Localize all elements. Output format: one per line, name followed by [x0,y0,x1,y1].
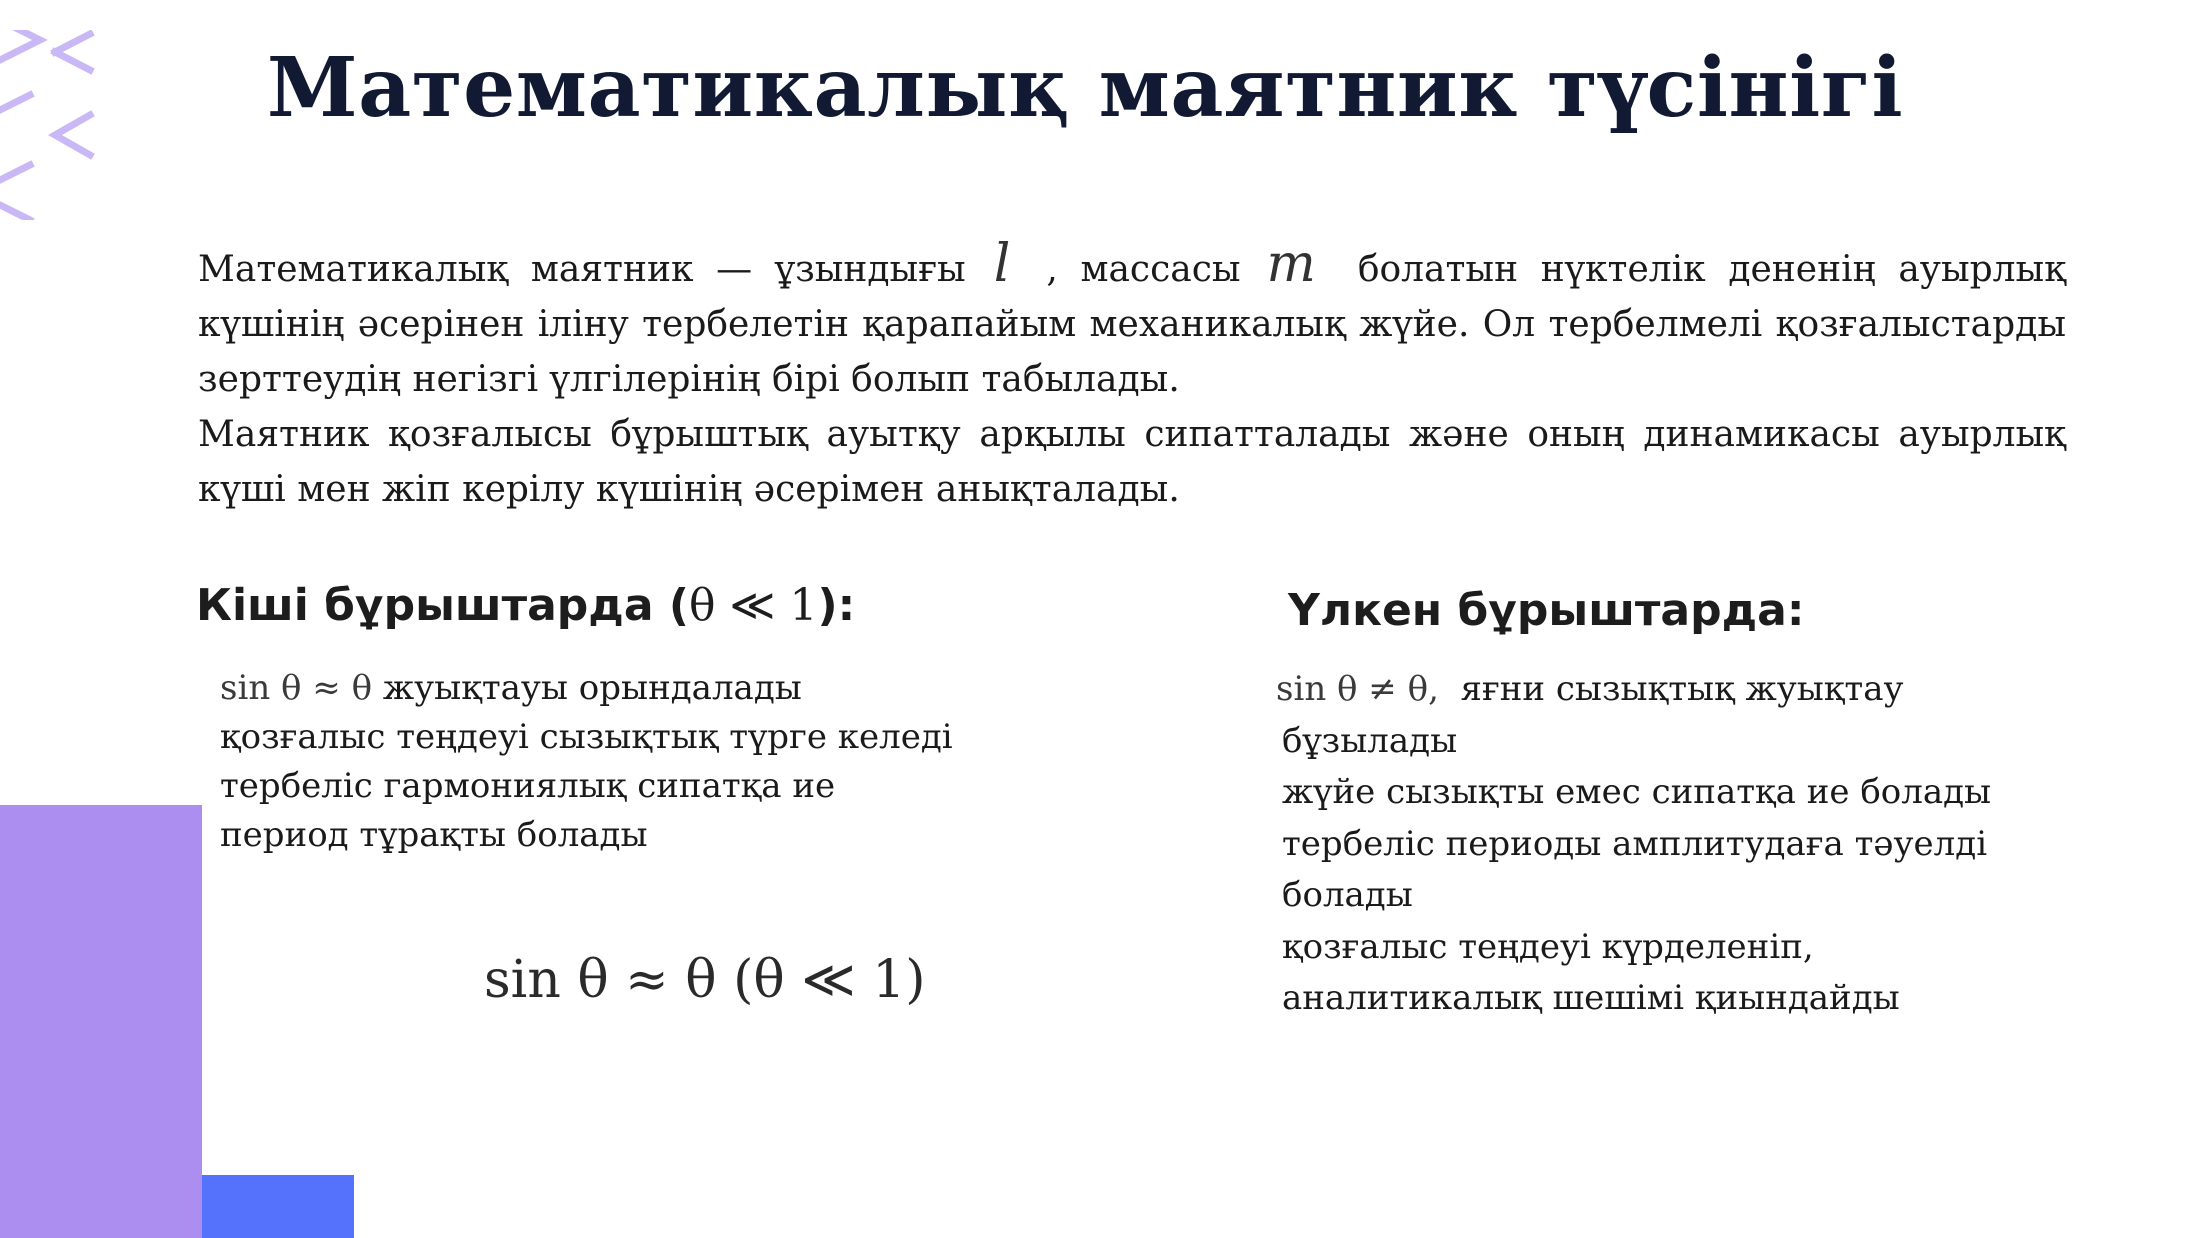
list-item: қозғалыс теңдеуі күрделеніп, [1282,926,1814,967]
large-angles-heading: Үлкен бұрыштарда: [1288,585,1805,636]
small-angles-heading [196,580,855,631]
heading-math: θ ≪ 1 [688,580,818,631]
list-item: болады [1282,875,1413,915]
list-item [220,664,953,713]
purple-decor-block [0,805,202,1238]
list-item [1276,664,1991,716]
blue-decor-block [202,1175,354,1238]
intro-text-part: , массасы [1046,249,1241,290]
heading-text: Кіші бұрыштарда ( [196,580,689,631]
approximation-math: sin θ ≈ θ [220,668,373,708]
list-item: тербеліс гармониялық сипатқа ие [220,766,836,806]
heading-text-end: ): [817,580,856,631]
mass-symbol: m [1266,234,1316,294]
list-item: тербеліс периоды амплитудаға тәуелді [1282,823,1988,864]
small-angles-list [220,664,953,860]
intro-paragraph-1 [198,234,2067,407]
intro-text-part: болатын нүктелік дененің ауырлық күшінің әсерінен іліну тербелетін қарапайым механикалық жүйе. Ол тербелмелі қозғалыстарды зерттеудің негізгі үлгілерінің бірі болып табылады. [198,249,2067,400]
large-angles-list [1276,664,1991,1025]
intro-text [198,234,2067,517]
list-item: период тұрақты болады [220,815,648,855]
inequality-math: sin θ ≠ θ, [1276,669,1439,709]
list-item: қозғалыс теңдеуі сызықтық түрге келеді [220,717,953,757]
small-angle-formula: sin θ ≈ θ (θ ≪ 1) [484,950,926,1010]
list-item-text: жуықтауы орындалады [382,668,802,708]
list-item: жүйе сызықты емес сипатқа ие болады [1282,772,1992,812]
intro-text-part: Математикалық маятник — ұзындығы [198,249,966,290]
length-symbol: l [993,234,1011,294]
list-item: бұзылады [1282,720,1458,761]
list-item: аналитикалық шешімі қиындайды [1282,978,1900,1018]
page-title: Математикалық маятник түсінігі [266,40,1904,136]
list-item-text: яғни сызықтық жуықтау [1460,669,1904,709]
intro-paragraph-2: Маятник қозғалысы бұрыштық ауытқу арқылы сипатталады және оның динамикасы ауырлық күші мен жіп керілу күшінің әсерімен анықталады. [198,414,2066,510]
